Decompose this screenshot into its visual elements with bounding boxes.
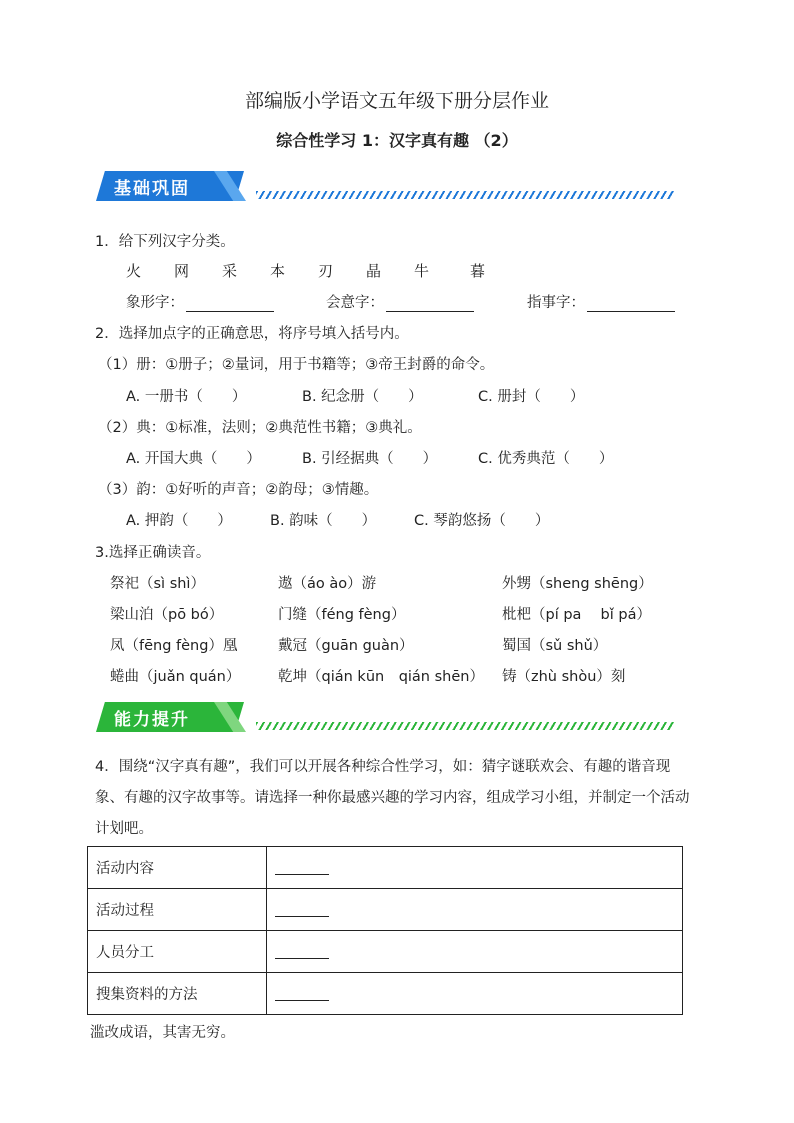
q2-part2-definition: （2）典：①标准，法则；②典范性书籍；③典礼。 (98, 420, 422, 436)
q2-part2-option-c[interactable]: C. 优秀典范（ ） (478, 451, 614, 467)
q3-stem: 3.选择正确读音。 (95, 545, 211, 561)
q3-item[interactable]: 遨（áo ào）游 (278, 576, 377, 592)
page-subtitle: 综合性学习 1：汉字真有趣 （2） (276, 131, 518, 150)
table-row (88, 931, 683, 973)
q2-part2-option-b[interactable]: B. 引经据典（ ） (302, 451, 438, 467)
q3-item[interactable]: 门缝（féng fèng） (278, 607, 406, 623)
banner-stripe (256, 722, 674, 730)
table-answer-cell[interactable] (267, 931, 683, 973)
q1-char: 暮 (470, 262, 486, 280)
table-row (88, 973, 683, 1015)
table-answer-cell[interactable] (267, 847, 683, 889)
q1-category-ideographic (326, 291, 474, 312)
answer-blank[interactable] (275, 860, 329, 875)
q3-item[interactable]: 铸（zhù shòu）刻 (502, 669, 626, 685)
table-row (88, 889, 683, 931)
q1-category-label: 指事字： (527, 295, 585, 311)
section-banner-advanced (96, 702, 676, 732)
q1-char: 采 (222, 262, 238, 280)
q3-item[interactable]: 戴冠（guān guàn） (278, 638, 414, 654)
answer-blank[interactable] (186, 297, 274, 312)
answer-blank[interactable] (275, 944, 329, 959)
q2-part1-option-a[interactable]: A. 一册书（ ） (126, 389, 247, 405)
section-banner-basic (96, 171, 676, 201)
table-row-label: 活动内容 (88, 847, 267, 889)
table-answer-cell[interactable] (267, 889, 683, 931)
q1-category-indicative (527, 291, 675, 312)
q3-item[interactable]: 凤（fēng fèng）凰 (110, 638, 238, 654)
answer-blank[interactable] (275, 986, 329, 1001)
q3-item[interactable]: 蜀国（sǔ shǔ） (502, 638, 608, 654)
q2-part3-option-a[interactable]: A. 押韵（ ） (126, 513, 232, 529)
q2-part2-option-a[interactable]: A. 开国大典（ ） (126, 451, 261, 467)
q1-char: 晶 (366, 262, 382, 280)
banner-label: 能力提升 (114, 710, 190, 730)
activity-plan-table (87, 846, 683, 1015)
q1-char: 牛 (414, 262, 430, 280)
q3-item[interactable]: 外甥（sheng shēng） (502, 576, 653, 592)
q2-part3-definition: （3）韵：①好听的声音；②韵母；③情趣。 (98, 482, 379, 498)
q1-char-list (126, 260, 518, 281)
answer-blank[interactable] (275, 902, 329, 917)
q1-char: 本 (270, 262, 286, 280)
q1-char: 火 (126, 262, 142, 280)
q2-part1-option-b[interactable]: B. 纪念册（ ） (302, 389, 423, 405)
q3-item[interactable]: 梁山泊（pō bó） (110, 607, 224, 623)
q2-part3-option-c[interactable]: C. 琴韵悠扬（ ） (414, 513, 550, 529)
table-row-label: 人员分工 (88, 931, 267, 973)
q1-category-label: 会意字： (326, 295, 384, 311)
banner-label: 基础巩固 (114, 179, 190, 199)
table-row (88, 847, 683, 889)
q1-category-pictographic (126, 291, 274, 312)
q2-stem: 2．选择加点字的正确意思，将序号填入括号内。 (95, 326, 409, 342)
q3-item[interactable]: 蜷曲（juǎn quán） (110, 669, 241, 685)
page-title: 部编版小学语文五年级下册分层作业 (244, 90, 549, 112)
banner-stripe (256, 191, 674, 199)
q1-char: 刃 (318, 262, 334, 280)
q3-item[interactable]: 枇杷（pí pa bǐ pá） (502, 607, 651, 623)
q1-stem: 1．给下列汉字分类。 (95, 234, 235, 250)
q3-item[interactable]: 乾坤（qián kūn qián shēn） (278, 669, 484, 685)
q1-char: 网 (174, 262, 190, 280)
answer-blank[interactable] (587, 297, 675, 312)
answer-blank[interactable] (386, 297, 474, 312)
table-row-label: 活动过程 (88, 889, 267, 931)
table-answer-cell[interactable] (267, 973, 683, 1015)
table-row-label: 搜集资料的方法 (88, 973, 267, 1015)
q3-item[interactable]: 祭祀（sì shì） (110, 576, 205, 592)
q1-category-label: 象形字： (126, 295, 184, 311)
q2-part1-option-c[interactable]: C. 册封（ ） (478, 389, 585, 405)
footer-note: 滥改成语，其害无穷。 (90, 1025, 235, 1041)
q4-stem: 4．围绕“汉字真有趣”，我们可以开展各种综合性学习，如：猜字谜联欢会、有趣的谐音现象、有趣的汉字故事等。请选择一种你最感兴趣的学习内容，组成学习小组，并制定一个活动计划吧。 (95, 759, 690, 837)
q2-part1-definition: （1）册：①册子；②量词，用于书籍等；③帝王封爵的命令。 (98, 357, 495, 373)
q2-part3-option-b[interactable]: B. 韵味（ ） (270, 513, 377, 529)
